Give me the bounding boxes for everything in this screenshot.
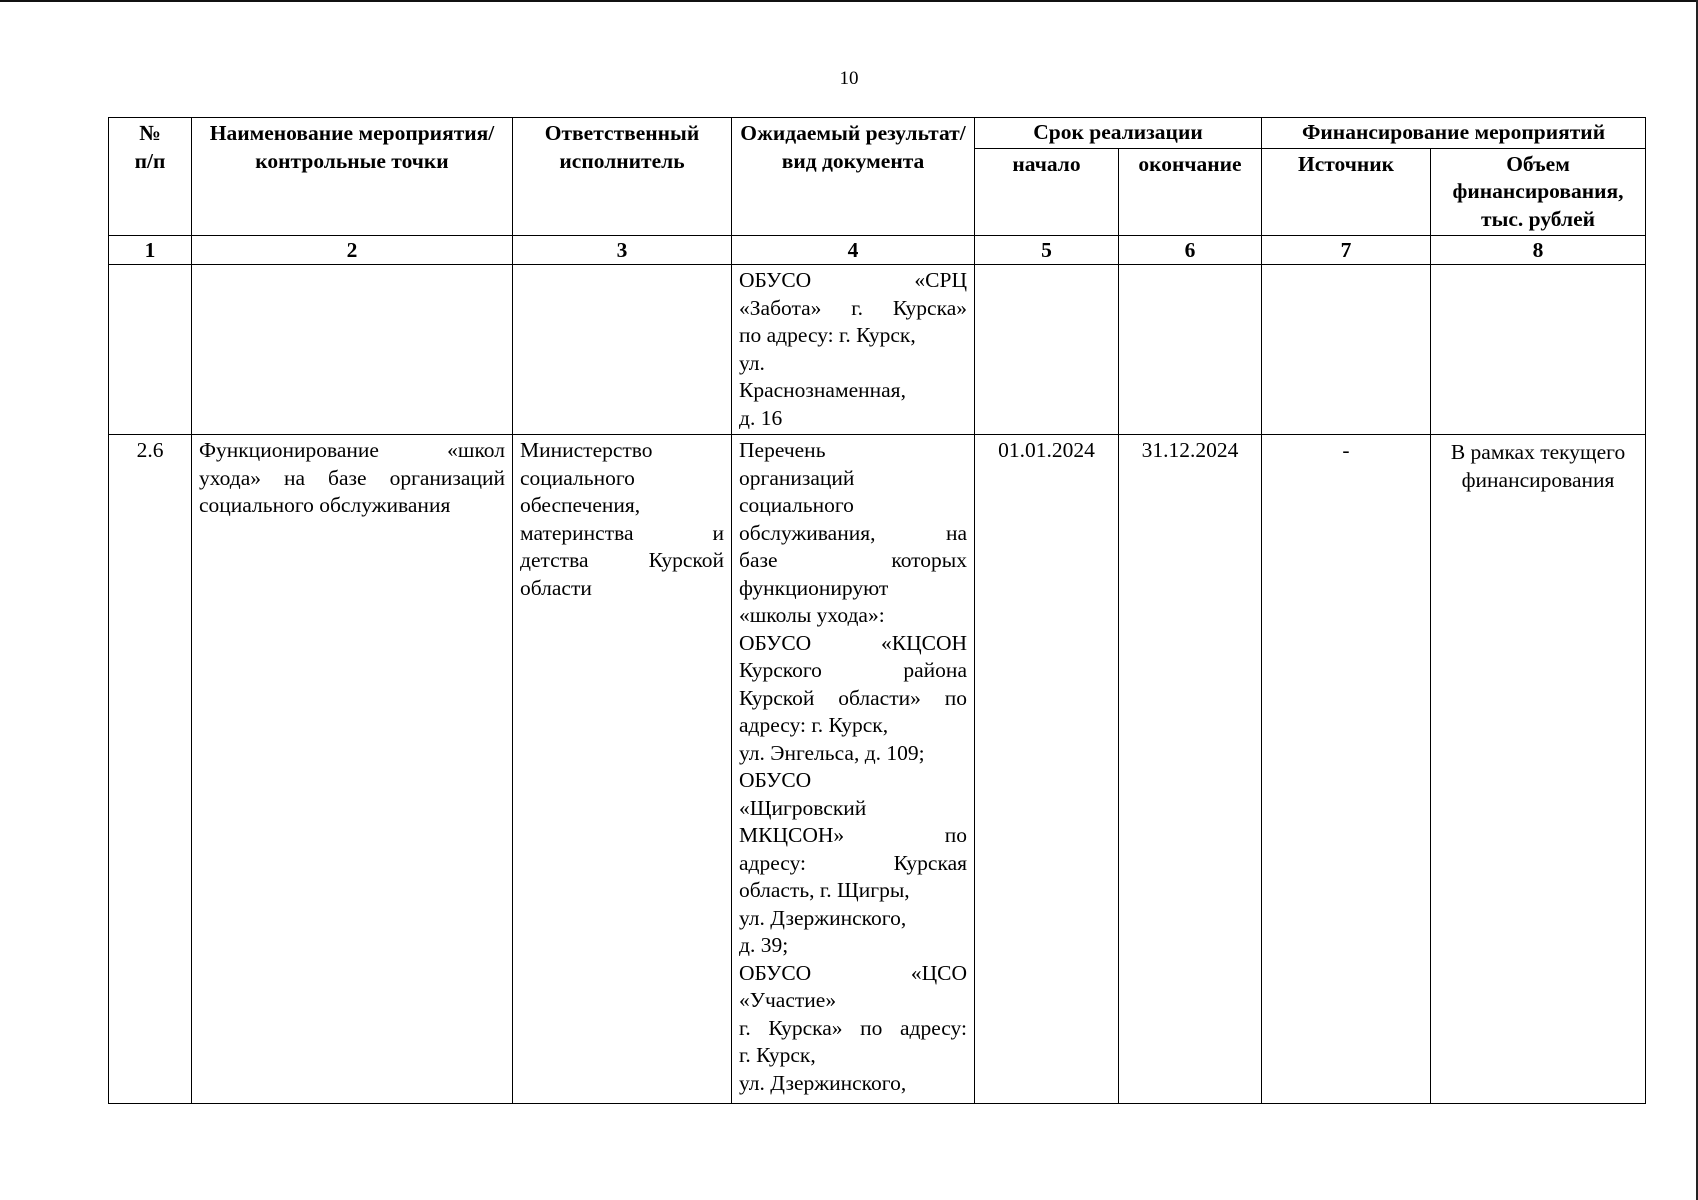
- cell-text-line: обеспечения,: [520, 493, 641, 517]
- column-number-7: 7: [1262, 236, 1431, 265]
- cell-text-line: д. 39;: [739, 933, 789, 957]
- column-numbers-row: [109, 236, 1646, 265]
- cell-text-line: г. Курска» по адресу:: [739, 1015, 967, 1040]
- row-executor: [513, 435, 732, 1104]
- cell-text-line: адресу: г. Курск,: [739, 713, 889, 737]
- cell-text-line: Курского района: [739, 658, 967, 682]
- header-source: Источник: [1262, 148, 1431, 236]
- cell-text-line: обслуживания, на: [739, 520, 967, 545]
- header-executor: Ответственный исполнитель: [513, 118, 732, 236]
- row-end-date: 31.12.2024: [1119, 435, 1262, 1104]
- column-number-8: 8: [1431, 236, 1646, 265]
- row-start-date: [975, 265, 1119, 435]
- cell-text-line: «Участие»: [739, 988, 837, 1012]
- row-number: 2.6: [109, 435, 192, 1104]
- cell-text-line: область, г. Щигры,: [739, 878, 910, 902]
- cell-text-line: ул.: [739, 350, 765, 375]
- header-expected-result: Ожидаемый результат/вид документа: [732, 118, 975, 236]
- cell-text-line: Курской области» по: [739, 685, 967, 710]
- header-financing: Финансирование мероприятий: [1262, 118, 1646, 149]
- header-end: окончание: [1119, 148, 1262, 236]
- row-volume: В рамках текущего финансирования: [1431, 435, 1646, 1104]
- cell-text-line: области: [520, 575, 592, 600]
- row-source: [1262, 265, 1431, 435]
- row-number: [109, 265, 192, 435]
- cell-text-line: «Щигровский: [739, 795, 867, 820]
- cell-text-line: «школы ухода»:: [739, 603, 885, 627]
- cell-text-line: функционируют: [739, 575, 889, 600]
- row-executor: [513, 265, 732, 435]
- cell-text-line: адресу: Курская: [739, 850, 967, 875]
- cell-text-line: Краснознаменная,: [739, 378, 906, 402]
- cell-text-line: материнства и: [520, 520, 724, 545]
- cell-text-line: Министерство: [520, 438, 653, 462]
- cell-text-line: г. Курск,: [739, 1043, 816, 1067]
- cell-text-line: базе которых: [739, 548, 967, 572]
- scan-border-top: [0, 0, 1698, 2]
- row-end-date: [1119, 265, 1262, 435]
- cell-text-line: «Забота» г. Курска»: [739, 295, 967, 320]
- page-number: 10: [839, 68, 859, 89]
- row-start-date: 01.01.2024: [975, 435, 1119, 1104]
- column-number-1: 1: [109, 236, 192, 265]
- cell-text-line: д. 16: [739, 405, 783, 430]
- column-number-2: 2: [192, 236, 513, 265]
- cell-text-line: социального: [520, 465, 635, 490]
- column-number-3: 3: [513, 236, 732, 265]
- cell-text-line: ул. Энгельса, д. 109;: [739, 740, 925, 765]
- row-activity-name: Функционирование «школ ухода» на базе организаций социального обслуживания: [192, 435, 513, 1104]
- column-number-4: 4: [732, 236, 975, 265]
- header-number-line2: п/п: [134, 148, 166, 173]
- row-expected-result: [732, 435, 975, 1104]
- cell-text-line: ОБУСО «КЦСОН: [739, 630, 967, 655]
- row-volume: [1431, 265, 1646, 435]
- cell-text-line: организаций: [739, 465, 855, 490]
- row-source: -: [1262, 435, 1431, 1104]
- cell-text-line: ОБУСО «СРЦ: [739, 268, 967, 292]
- table-row-2-6: [109, 435, 1646, 1104]
- cell-text-line: ОБУСО «ЦСО: [739, 960, 967, 985]
- cell-text-line: по адресу: г. Курск,: [739, 323, 916, 347]
- header-implementation-period: Срок реализации: [975, 118, 1262, 149]
- header-volume: Объем финансирования, тыс. рублей: [1431, 148, 1646, 236]
- cell-text-line: МКЦСОН» по: [739, 823, 967, 847]
- header-start: начало: [975, 148, 1119, 236]
- table-row-continuation: [109, 265, 1646, 435]
- cell-text-line: ул. Дзержинского,: [739, 1070, 907, 1095]
- activities-table: [108, 117, 1646, 1104]
- header-activity-name: Наименование мероприятия/контрольные точки: [192, 118, 513, 236]
- header-row: [109, 118, 1646, 149]
- cell-text-line: ул. Дзержинского,: [739, 905, 907, 930]
- column-number-5: 5: [975, 236, 1119, 265]
- row-expected-result: [732, 265, 975, 435]
- cell-text-line: Перечень: [739, 438, 826, 462]
- column-number-6: 6: [1119, 236, 1262, 265]
- cell-text-line: социального: [739, 493, 854, 517]
- cell-text-line: ОБУСО: [739, 768, 812, 792]
- header-number-line1: №: [139, 121, 161, 145]
- cell-text-line: детства Курской: [520, 548, 724, 572]
- header-number: [109, 118, 192, 236]
- row-activity-name: [192, 265, 513, 435]
